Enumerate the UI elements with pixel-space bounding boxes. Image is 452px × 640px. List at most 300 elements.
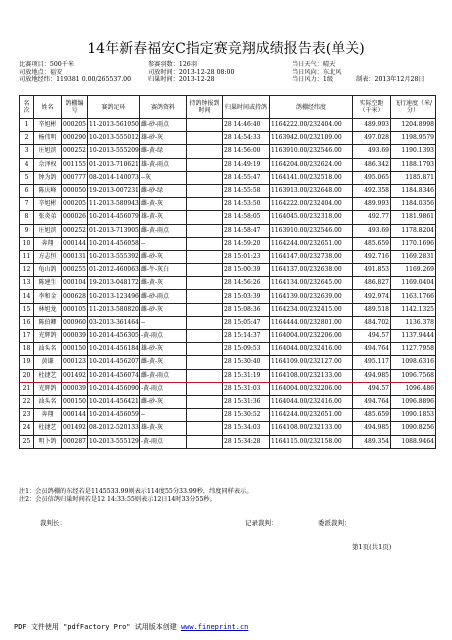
cell-rank: 5 xyxy=(20,171,34,184)
cell-coordinates: 1164137.00/232638.00 xyxy=(270,264,353,277)
cell-ring: 01-2013-713905 xyxy=(88,224,140,237)
cell-coordinates: 1164147.00/232738.00 xyxy=(270,250,353,263)
cell-speed: 1090.1853 xyxy=(391,409,436,422)
cell-name: 林旭龙 xyxy=(34,303,62,316)
header-distance: 实际空距（千米） xyxy=(353,96,391,119)
committee-label: 委派裁判： xyxy=(318,519,351,527)
info-column-1 xyxy=(19,61,131,84)
cell-loft-id: 000255 xyxy=(62,264,88,277)
cell-clock-time xyxy=(187,119,223,132)
cell-name: 陈庆峰 xyxy=(34,184,62,197)
cell-rank: 4 xyxy=(20,158,34,171)
cell-loft-id: 000150 xyxy=(62,395,88,408)
cell-ring: 19-2013-007231 xyxy=(88,184,140,197)
referee-label: 裁判长： xyxy=(40,519,66,527)
cell-coordinates: 1164244.00/232651.00 xyxy=(270,237,353,250)
cell-name: 汕头名 xyxy=(34,395,62,408)
cell-rank: 17 xyxy=(20,330,34,343)
footer-text: PDF 文件使用 "pdfFactory Pro" 试用版本创建 xyxy=(14,623,181,631)
cell-name: 李和金 xyxy=(34,290,62,303)
cell-speed: 1184.0356 xyxy=(391,198,436,211)
cell-coordinates: 1164004.00/232206.00 xyxy=(270,382,353,395)
cell-speed: 1142.1325 xyxy=(391,303,436,316)
cell-speed: 1136.378 xyxy=(391,316,436,329)
cell-rank: 15 xyxy=(20,303,34,316)
header-clock-time: 持鸽钟报到时间 xyxy=(187,96,223,119)
cell-speed: 1163.1766 xyxy=(391,290,436,303)
cell-speed: 1090.8256 xyxy=(391,422,436,435)
cell-clock-time xyxy=(187,171,223,184)
cell-rank: 2 xyxy=(20,132,34,145)
table-header-row xyxy=(20,96,436,119)
cell-loft-id: 001492 xyxy=(62,422,88,435)
cell-ring: 10-2014-456421 xyxy=(88,395,140,408)
table-row xyxy=(20,316,436,329)
table-row xyxy=(20,184,436,197)
cell-arrival: 28 15:30:40 xyxy=(223,356,270,369)
cell-bird-info: -- xyxy=(140,237,187,250)
table-row xyxy=(20,158,436,171)
cell-coordinates: 1164109.00/232127.00 xyxy=(270,356,353,369)
cell-loft-id: 000039 xyxy=(62,330,88,343)
header-name: 姓名 xyxy=(34,96,62,119)
cell-loft-id: 000105 xyxy=(62,303,88,316)
cell-ring: 11-2013-580820 xyxy=(88,303,140,316)
cell-speed: 1178.8204 xyxy=(391,224,436,237)
cell-clock-time xyxy=(187,237,223,250)
table-row xyxy=(20,211,436,224)
cell-bird-info: 雄-黄-雨点 xyxy=(140,158,187,171)
cell-rank: 20 xyxy=(20,369,34,382)
cell-arrival: 28 14:46:40 xyxy=(223,119,270,132)
cell-arrival: 28 15:05:47 xyxy=(223,316,270,329)
cell-loft-id: 000960 xyxy=(62,316,88,329)
cell-speed: 1098.6316 xyxy=(391,356,436,369)
results-table xyxy=(19,95,436,449)
recorder-label: 记录裁判： xyxy=(245,519,278,527)
cell-arrival: 28 14:49:19 xyxy=(223,158,270,171)
cell-bird-info: -- xyxy=(140,316,187,329)
cell-arrival: 28 14:58:47 xyxy=(223,224,270,237)
table-row xyxy=(20,330,436,343)
cell-name: 辛旭彬 xyxy=(34,198,62,211)
cell-rank: 21 xyxy=(20,382,34,395)
cell-ring: 10-2013-123496 xyxy=(88,290,140,303)
cell-arrival: 28 14:54:33 xyxy=(223,132,270,145)
cell-clock-time xyxy=(187,343,223,356)
cell-coordinates: 1164045.00/232318.00 xyxy=(270,211,353,224)
cell-distance: 486.827 xyxy=(353,277,391,290)
return-date: 归巢时间：2013-12-28 xyxy=(148,76,215,84)
cell-rank: 24 xyxy=(20,422,34,435)
cell-distance: 489.518 xyxy=(353,303,391,316)
cell-clock-time xyxy=(187,211,223,224)
cell-loft-id: 000144 xyxy=(62,237,88,250)
cell-bird-info: 雌-砂-雨点 xyxy=(140,119,187,132)
cell-coordinates: 1164004.00/232206.00 xyxy=(270,330,353,343)
info-column-3 xyxy=(292,61,342,84)
note-2: 注2：会员信鸽归巢时间若是12 14:33:55则表示12日14时33分55秒。 xyxy=(19,496,216,503)
cell-bird-info: -黄-雨点 xyxy=(140,435,187,448)
cell-coordinates: 1164244.00/232651.00 xyxy=(270,409,353,422)
cell-speed: 1169.269 xyxy=(391,264,436,277)
cell-speed: 1185.871 xyxy=(391,171,436,184)
cell-clock-time xyxy=(187,330,223,343)
cell-clock-time xyxy=(187,224,223,237)
cell-arrival: 28 15:14:37 xyxy=(223,330,270,343)
cell-clock-time xyxy=(187,356,223,369)
release-coordinates: 司放地经纬：119381 0.00/265537.00 xyxy=(19,76,132,84)
cell-clock-time xyxy=(187,369,223,382)
cell-bird-info: 雌-砂-绿 xyxy=(140,184,187,197)
cell-coordinates: 1164141.00/232518.00 xyxy=(270,171,353,184)
cell-rank: 13 xyxy=(20,277,34,290)
cell-distance: 489.354 xyxy=(353,435,391,448)
cell-distance: 494.764 xyxy=(353,395,391,408)
cell-speed: 1088.9464 xyxy=(391,435,436,448)
cell-ring: 10-2014-456058 xyxy=(88,237,140,250)
cell-name: 陈建生 xyxy=(34,277,62,290)
cell-ring: 10-2013-555209 xyxy=(88,145,140,158)
cell-distance: 495.065 xyxy=(353,171,391,184)
cell-arrival: 28 15:34:03 xyxy=(223,422,270,435)
cell-rank: 12 xyxy=(20,264,34,277)
cell-rank: 16 xyxy=(20,316,34,329)
cell-distance: 489.993 xyxy=(353,198,391,211)
cell-distance: 494.985 xyxy=(353,422,391,435)
cell-loft-id: 000026 xyxy=(62,211,88,224)
cell-rank: 1 xyxy=(20,119,34,132)
cell-name: 庄旭滨 xyxy=(34,145,62,158)
cell-coordinates: 1163910.00/232546.00 xyxy=(270,224,353,237)
cell-clock-time xyxy=(187,395,223,408)
table-row xyxy=(20,303,436,316)
cell-name: 明卜鸽 xyxy=(34,435,62,448)
cell-name: 庄旭滨 xyxy=(34,224,62,237)
cell-ring: 10-2014-456207 xyxy=(88,356,140,369)
cell-bird-info: 雄-砂-灰 xyxy=(140,343,187,356)
cell-speed: 1096.7568 xyxy=(391,369,436,382)
cell-loft-id: 000290 xyxy=(62,132,88,145)
cell-speed: 1198.9579 xyxy=(391,132,436,145)
cell-arrival: 28 15:31:36 xyxy=(223,395,270,408)
cell-loft-id: 000039 xyxy=(62,382,88,395)
cell-name: 奔翔 xyxy=(34,409,62,422)
cell-speed: 1169.2831 xyxy=(391,250,436,263)
cell-arrival: 28 14:59:20 xyxy=(223,237,270,250)
cell-bird-info: 雌-黄-绿 xyxy=(140,145,187,158)
cell-name: 张炎弟 xyxy=(34,211,62,224)
table-row xyxy=(20,382,436,395)
cell-loft-id: 000628 xyxy=(62,290,88,303)
table-row xyxy=(20,290,436,303)
table-row xyxy=(20,435,436,448)
cell-name: 辛旭彬 xyxy=(34,119,62,132)
cell-ring: 03-2013-361464 xyxy=(88,316,140,329)
cell-coordinates: 1164444.00/232801.00 xyxy=(270,316,353,329)
cell-distance: 489.993 xyxy=(353,119,391,132)
cell-rank: 10 xyxy=(20,237,34,250)
cell-bird-info: 雄-黄-灰 xyxy=(140,211,187,224)
cell-clock-time xyxy=(187,184,223,197)
table-row xyxy=(20,119,436,132)
cell-ring: 19-2013-048172 xyxy=(88,277,140,290)
cell-bird-info: 雌-砂-雨点 xyxy=(140,290,187,303)
cell-rank: 25 xyxy=(20,435,34,448)
cell-arrival: 28 15:31:03 xyxy=(223,382,270,395)
cell-distance: 485.659 xyxy=(353,237,391,250)
cell-rank: 9 xyxy=(20,224,34,237)
header-speed: 飞行速度（米/分） xyxy=(391,96,436,119)
cell-clock-time xyxy=(187,316,223,329)
cell-loft-id: 000123 xyxy=(62,356,88,369)
cell-arrival: 28 15:30:52 xyxy=(223,409,270,422)
cell-coordinates: 1164222.00/232404.00 xyxy=(270,119,353,132)
pdf-footer xyxy=(14,622,248,632)
race-distance: 比赛项目：500千米 xyxy=(19,61,75,68)
cell-arrival: 28 14:58:05 xyxy=(223,211,270,224)
cell-loft-id: 000205 xyxy=(62,198,88,211)
cell-loft-id: 000287 xyxy=(62,435,88,448)
cell-clock-time xyxy=(187,290,223,303)
cell-arrival: 28 14:53:50 xyxy=(223,198,270,211)
cell-arrival: 28 14:56:26 xyxy=(223,277,270,290)
cell-distance: 493.69 xyxy=(353,224,391,237)
cell-speed: 1127.7958 xyxy=(391,343,436,356)
cell-ring: 10-2013-555012 xyxy=(88,132,140,145)
cell-bird-info: -黄-雨点 xyxy=(140,382,187,395)
cell-speed: 1184.8346 xyxy=(391,184,436,197)
cell-distance: 492.77 xyxy=(353,211,391,224)
table-row xyxy=(20,224,436,237)
cell-arrival: 28 15:00:39 xyxy=(223,264,270,277)
cell-ring: 10-2013-555129 xyxy=(88,435,140,448)
cell-loft-id: 000252 xyxy=(62,145,88,158)
cell-name: 光辉鸽 xyxy=(34,330,62,343)
cell-name: 杨伟明 xyxy=(34,132,62,145)
release-location: 司放地点：福安 xyxy=(19,68,63,76)
cell-speed: 1096.486 xyxy=(391,382,436,395)
cell-distance: 495.117 xyxy=(353,356,391,369)
cell-loft-id: 001492 xyxy=(62,369,88,382)
cell-arrival: 28 14:56:00 xyxy=(223,145,270,158)
cell-bird-info: 雌-黄-灰 xyxy=(140,198,187,211)
cell-arrival: 28 15:31:19 xyxy=(223,369,270,382)
cell-bird-info: 雌-砂-灰 xyxy=(140,250,187,263)
release-time: 司放时间：2013-12-28 08:00 xyxy=(148,68,235,76)
cell-name: 奔翔 xyxy=(34,237,62,250)
cell-rank: 19 xyxy=(20,356,34,369)
cell-distance: 494.57 xyxy=(353,330,391,343)
cell-clock-time xyxy=(187,250,223,263)
table-row xyxy=(20,264,436,277)
footer-link[interactable]: www.fineprint.cn xyxy=(180,623,249,631)
cell-rank: 14 xyxy=(20,290,34,303)
cell-bird-info: 雄-砂-灰 xyxy=(140,132,187,145)
cell-speed: 1096.8896 xyxy=(391,395,436,408)
cell-bird-info: -黄-雨点 xyxy=(140,330,187,343)
cell-distance: 485.659 xyxy=(353,409,391,422)
cell-coordinates: 1164139.00/232639.00 xyxy=(270,290,353,303)
cell-speed: 1190.1393 xyxy=(391,145,436,158)
table-row xyxy=(20,237,436,250)
cell-distance: 492.974 xyxy=(353,290,391,303)
report-title: 14年新春福安C指定赛竞翔成绩报告表(单关) xyxy=(87,41,365,57)
cell-clock-time xyxy=(187,198,223,211)
cell-ring: 08-2014-140073 xyxy=(88,171,140,184)
cell-bird-info: 雌-砂-灰 xyxy=(140,303,187,316)
cell-rank: 11 xyxy=(20,250,34,263)
cell-rank: 3 xyxy=(20,145,34,158)
cell-bird-info: 雌-牛-灰白 xyxy=(140,264,187,277)
cell-name: 杜捷艺 xyxy=(34,369,62,382)
cell-coordinates: 1163913.00/232648.00 xyxy=(270,184,353,197)
cell-loft-id: 000252 xyxy=(62,224,88,237)
cell-rank: 8 xyxy=(20,211,34,224)
header-coordinates: 鸽棚经纬度 xyxy=(270,96,353,119)
cell-arrival: 28 15:08:36 xyxy=(223,303,270,316)
cell-ring: 10-2014-456074 xyxy=(88,369,140,382)
cell-clock-time xyxy=(187,158,223,171)
page-number: 第1页(共1页) xyxy=(352,543,392,551)
cell-bird-info: 雌-黄-雨点 xyxy=(140,224,187,237)
table-row xyxy=(20,369,436,382)
note-1: 注1：会员鸽棚的东经若是1145533.99则表示114度55分33.99秒，纬度同样表示。 xyxy=(19,488,253,495)
notes xyxy=(19,488,252,504)
cell-speed: 1204.8998 xyxy=(391,119,436,132)
cell-ring: 11-2013-561050 xyxy=(88,119,140,132)
table-row xyxy=(20,395,436,408)
cell-bird-info: -- xyxy=(140,409,187,422)
cell-arrival: 28 14:55:47 xyxy=(223,171,270,184)
cell-coordinates: 1163942.00/232109.00 xyxy=(270,132,353,145)
cell-bird-info: 雌-砂-灰 xyxy=(140,395,187,408)
weather: 当日天气：晴天 xyxy=(292,61,336,68)
cell-coordinates: 1164108.00/232133.00 xyxy=(270,422,353,435)
cell-speed: 1188.1793 xyxy=(391,158,436,171)
cell-loft-id: 000144 xyxy=(62,409,88,422)
cell-rank: 6 xyxy=(20,184,34,197)
cell-coordinates: 1164222.00/232404.00 xyxy=(270,198,353,211)
cell-name: 方志恒 xyxy=(34,250,62,263)
cell-rank: 7 xyxy=(20,198,34,211)
cell-arrival: 28 15:01:23 xyxy=(223,250,270,263)
cell-coordinates: 1164044.00/232416.00 xyxy=(270,395,353,408)
cell-name: 黄谦 xyxy=(34,356,62,369)
cell-distance: 492.358 xyxy=(353,184,391,197)
cell-ring: 10-2014-456090 xyxy=(88,382,140,395)
cell-distance: 494.57 xyxy=(353,382,391,395)
table-row xyxy=(20,422,436,435)
cell-coordinates: 1163910.00/232546.00 xyxy=(270,145,353,158)
cell-name: 杜捷艺 xyxy=(34,422,62,435)
cell-distance: 492.716 xyxy=(353,250,391,263)
cell-speed: 1169.0404 xyxy=(391,277,436,290)
cell-arrival: 28 15:34:28 xyxy=(223,435,270,448)
table-row xyxy=(20,343,436,356)
cell-speed: 1137.9444 xyxy=(391,330,436,343)
cell-clock-time xyxy=(187,145,223,158)
cell-clock-time xyxy=(187,409,223,422)
cell-clock-time xyxy=(187,422,223,435)
header-rank: 名次 xyxy=(20,96,34,119)
header-bird-info: 赛鸽资料 xyxy=(140,96,187,119)
cell-ring: 11-2013-580943 xyxy=(88,198,140,211)
cell-loft-id: 000777 xyxy=(62,171,88,184)
cell-ring: 10-2013-555392 xyxy=(88,250,140,263)
cell-loft-id: 000205 xyxy=(62,119,88,132)
cell-name: 佘泽权 xyxy=(34,158,62,171)
cell-ring: 01-2013-710621 xyxy=(88,158,140,171)
cell-distance: 491.853 xyxy=(353,264,391,277)
table-row xyxy=(20,277,436,290)
cell-distance: 486.342 xyxy=(353,158,391,171)
cell-distance: 493.69 xyxy=(353,145,391,158)
cell-loft-id: 001155 xyxy=(62,158,88,171)
cell-distance: 484.702 xyxy=(353,316,391,329)
cell-ring: 10-2014-456184 xyxy=(88,343,140,356)
cell-bird-info: 雌-黄-灰 xyxy=(140,356,187,369)
table-row xyxy=(20,171,436,184)
cell-speed: 1170.1696 xyxy=(391,237,436,250)
cell-loft-id: 000150 xyxy=(62,343,88,356)
table-row xyxy=(20,409,436,422)
cell-arrival: 28 15:09:53 xyxy=(223,343,270,356)
cell-ring: 01-2012-460063 xyxy=(88,264,140,277)
cell-distance: 494.985 xyxy=(353,369,391,382)
cell-clock-time xyxy=(187,382,223,395)
cell-coordinates: 1164115.00/232158.00 xyxy=(270,435,353,448)
cell-clock-time xyxy=(187,277,223,290)
cell-name: 陈伯卿 xyxy=(34,316,62,329)
entry-count: 参赛羽数：126羽 xyxy=(148,61,197,68)
wind-direction: 当日风向：东北风 xyxy=(292,68,342,76)
cell-rank: 23 xyxy=(20,409,34,422)
wind-force: 当日风力：1级 xyxy=(292,76,334,84)
cell-ring: 10-2014-456059 xyxy=(88,409,140,422)
cell-coordinates: 1164204.00/232624.00 xyxy=(270,158,353,171)
cell-loft-id: 000131 xyxy=(62,250,88,263)
cell-distance: 497.028 xyxy=(353,132,391,145)
cell-loft-id: 000104 xyxy=(62,277,88,290)
cell-bird-info: 雌-黄-灰 xyxy=(140,277,187,290)
cell-bird-info: 雌-黄-雨点 xyxy=(140,369,187,382)
cell-bird-info: 雄-黄-灰 xyxy=(140,422,187,435)
info-column-2 xyxy=(148,61,234,84)
cell-name: 汕头名 xyxy=(34,343,62,356)
cell-rank: 18 xyxy=(20,343,34,356)
table-row xyxy=(20,198,436,211)
cell-ring: 10-2014-456305 xyxy=(88,330,140,343)
cell-name: 钟为鸽 xyxy=(34,171,62,184)
cell-clock-time xyxy=(187,264,223,277)
cell-coordinates: 1164108.00/232133.00 xyxy=(270,369,353,382)
cell-rank: 22 xyxy=(20,395,34,408)
table-row xyxy=(20,145,436,158)
cell-loft-id: 000050 xyxy=(62,184,88,197)
cell-speed: 1181.9861 xyxy=(391,211,436,224)
cell-arrival: 28 14:55:58 xyxy=(223,184,270,197)
table-row xyxy=(20,132,436,145)
cell-coordinates: 1164134.00/232645.00 xyxy=(270,277,353,290)
header-arrival: 归巢时间或持鸽 xyxy=(223,96,270,119)
cell-bird-info: --灰 xyxy=(140,171,187,184)
cell-ring: 10-2014-456079 xyxy=(88,211,140,224)
cell-coordinates: 1164234.00/232415.00 xyxy=(270,303,353,316)
cell-arrival: 28 15:03:39 xyxy=(223,290,270,303)
header-loft-id: 鸽棚编号 xyxy=(62,96,88,119)
made-date: 制表：2013年12月28日 xyxy=(356,76,425,84)
